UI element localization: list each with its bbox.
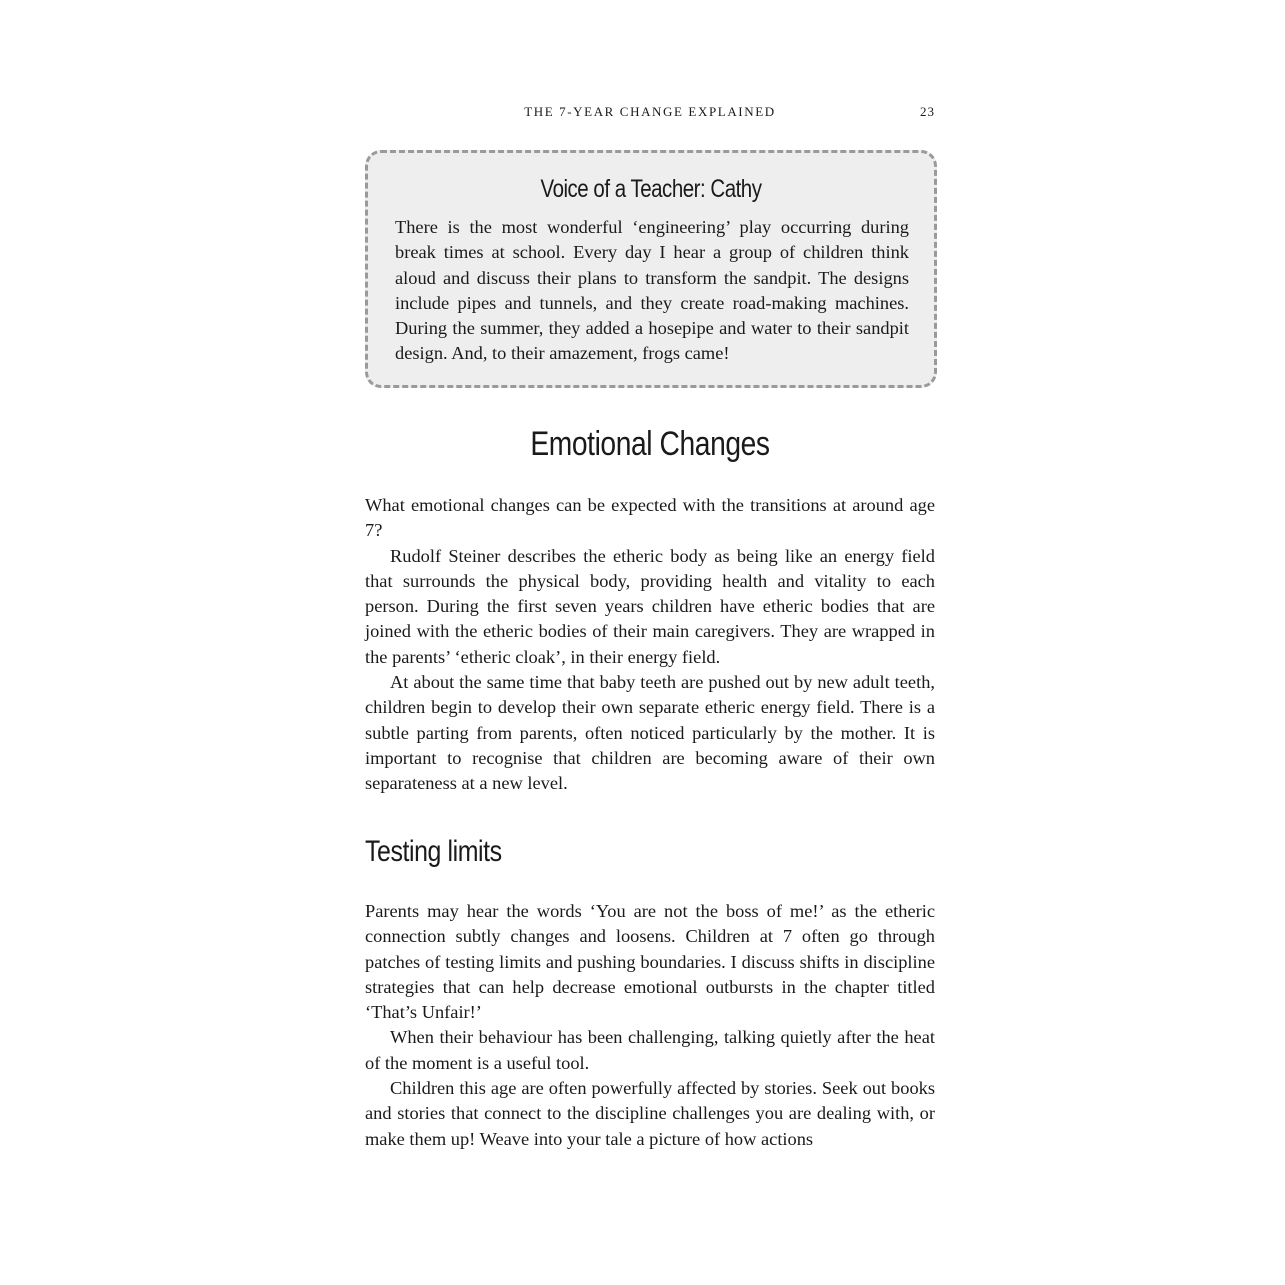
sidebar-body: There is the most wonderful ‘engineering’ play occurring during break times at school. Every day I hear a group of children think aloud and discuss their plans to transform the sandpit. The designs include pipes and tunnels, and they create road-making machines. During the summer, they added a hosepipe and water to their sandpit design. And, to their amazement, frogs came! <box>395 217 909 364</box>
paragraph: Rudolf Steiner describes the etheric body as being like an energy field that surrounds the physical body, providing health and vitality to each person. During the first seven years children have etheric bodies that are joined with the etheric bodies of their main caregivers. They are wrapped in the parents’ ‘etheric cloak’, in their energy field. <box>365 545 935 667</box>
book-page <box>365 0 935 1285</box>
running-header <box>365 104 935 124</box>
sidebar-title: Voice of a Teacher: Cathy <box>540 175 762 203</box>
subsection-body <box>365 899 935 1152</box>
paragraph: At about the same time that baby teeth are pushed out by new adult teeth, children begin to develop their own separate etheric energy field. There is a subtle parting from parents, often noticed particularly by the mother. It is important to recognise that children are becoming aware of their own separateness at a new level. <box>365 672 935 794</box>
paragraph: What emotional changes can be expected with the transitions at around age 7? <box>365 495 935 541</box>
section-heading: Emotional Changes <box>530 425 770 463</box>
paragraph: Parents may hear the words ‘You are not the boss of me!’ as the etheric connection subtly changes and loosens. Children at 7 often go through patches of testing limits and pushing boundaries. I discuss shifts in discipline strategies that can help decrease emotional outbursts in the chapter titled ‘That’s Unfair!’ <box>365 901 935 1023</box>
paragraph: When their behaviour has been challenging, talking quietly after the heat of the moment is a useful tool. <box>365 1027 935 1073</box>
running-title: THE 7-YEAR CHANGE EXPLAINED <box>524 104 776 119</box>
teacher-voice-box <box>365 150 937 388</box>
page-number: 23 <box>920 104 935 119</box>
section-body <box>365 493 935 797</box>
subsection-heading: Testing limits <box>365 835 502 868</box>
paragraph: Children this age are often powerfully affected by stories. Seek out books and stories that connect to the discipline challenges you are dealing with, or make them up! Weave into your tale a picture of how actions <box>365 1078 935 1149</box>
